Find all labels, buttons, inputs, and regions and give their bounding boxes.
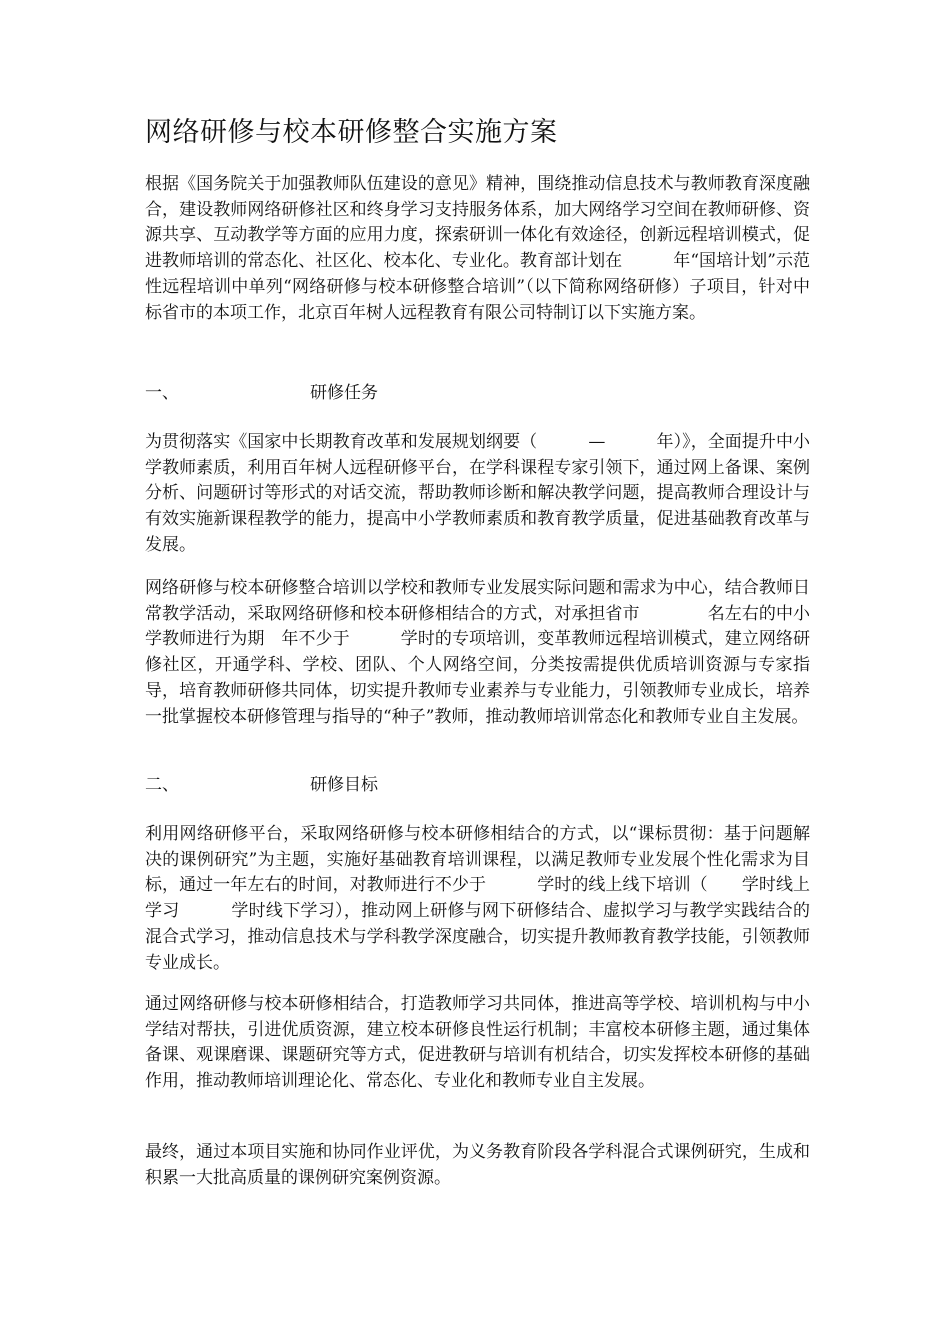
body-paragraph: 网络研修与校本研修整合培训以学校和教师专业发展实际问题和需求为中心，结合教师日常教学活动，采取网络研修和校本研修相结合的方式，对承担省市 名左右的中小学教师进行为期 年不少于 学时的专项培训，变革教师远程培训模式，建立网络研修社区，开通学科、学校、团队、个人网络空间，分类按需提供优质培训资源与专家指导，培育教师研修共同体，切实提升教师专业素养与专业能力，引领教师专业成长，培养一批掌握校本研修管理与指导的“种子”教师，推动教师培训常态化和教师专业自主发展。 xyxy=(145,578,810,727)
body-paragraph: 通过网络研修与校本研修相结合，打造教师学习共同体，推进高等学校、培训机构与中小学结对帮扶，引进优质资源，建立校本研修良性运行机制；丰富校本研修主题，通过集体备课、观课磨课、课题研究等方式，促进教研与培训有机结合，切实发挥校本研修的基础作用，推动教师培训理论化、常态化、专业化和教师专业自主发展。 xyxy=(145,994,810,1092)
section-number: 一、 xyxy=(145,383,179,403)
body-paragraph: 最终，通过本项目实施和协同作业评优，为义务教育阶段各学科混合式课例研究，生成和积累一大批高质量的课例研究案例资源。 xyxy=(145,1142,810,1188)
section-title: 研修目标 xyxy=(310,775,378,795)
document-title: 网络研修与校本研修整合实施方案 xyxy=(145,117,558,148)
section-title: 研修任务 xyxy=(310,383,378,403)
section-heading-1 xyxy=(145,381,378,407)
section-number: 二、 xyxy=(145,775,179,795)
body-paragraph: 为贯彻落实《国家中长期教育改革和发展规划纲要（ — 年）》，全面提升中小学教师素质，利用百年树人远程研修平台，在学科课程专家引领下，通过网上备课、案例分析、问题研讨等形式的对话交流，帮助教师诊断和解决教学问题，提高教师合理设计与有效实施新课程教学的能力，提高中小学教师素质和教育教学质量，促进基础教育改革与发展。 xyxy=(145,432,810,555)
intro-paragraph: 根据《国务院关于加强教师队伍建设的意见》精神，围绕推动信息技术与教师教育深度融合，建设教师网络研修社区和终身学习支持服务体系，加大网络学习空间在教师研修、资源共享、互动教学等方面的应用力度，探索研训一体化有效途径，创新远程培训模式，促进教师培训的常态化、社区化、校本化、专业化。教育部计划在 年“国培计划”示范性远程培训中单列“网络研修与校本研修整合培训”（以下简称网络研修）子项目，针对中标省市的本项工作，北京百年树人远程教育有限公司特制订以下实施方案。 xyxy=(145,174,810,323)
section-heading-2 xyxy=(145,773,378,799)
body-paragraph: 利用网络研修平台，采取网络研修与校本研修相结合的方式，以“课标贯彻：基于问题解决的课例研究”为主题，实施好基础教育培训课程，以满足教师专业发展个性化需求为目标，通过一年左右的时间，对教师进行不少于 学时的线上线下培训（ 学时线上学习 学时线下学习），推动网上研修与网下研修结合、虚拟学习与教学实践结合的混合式学习，推动信息技术与学科教学深度融合，切实提升教师教育教学技能，引领教师专业成长。 xyxy=(145,824,810,973)
